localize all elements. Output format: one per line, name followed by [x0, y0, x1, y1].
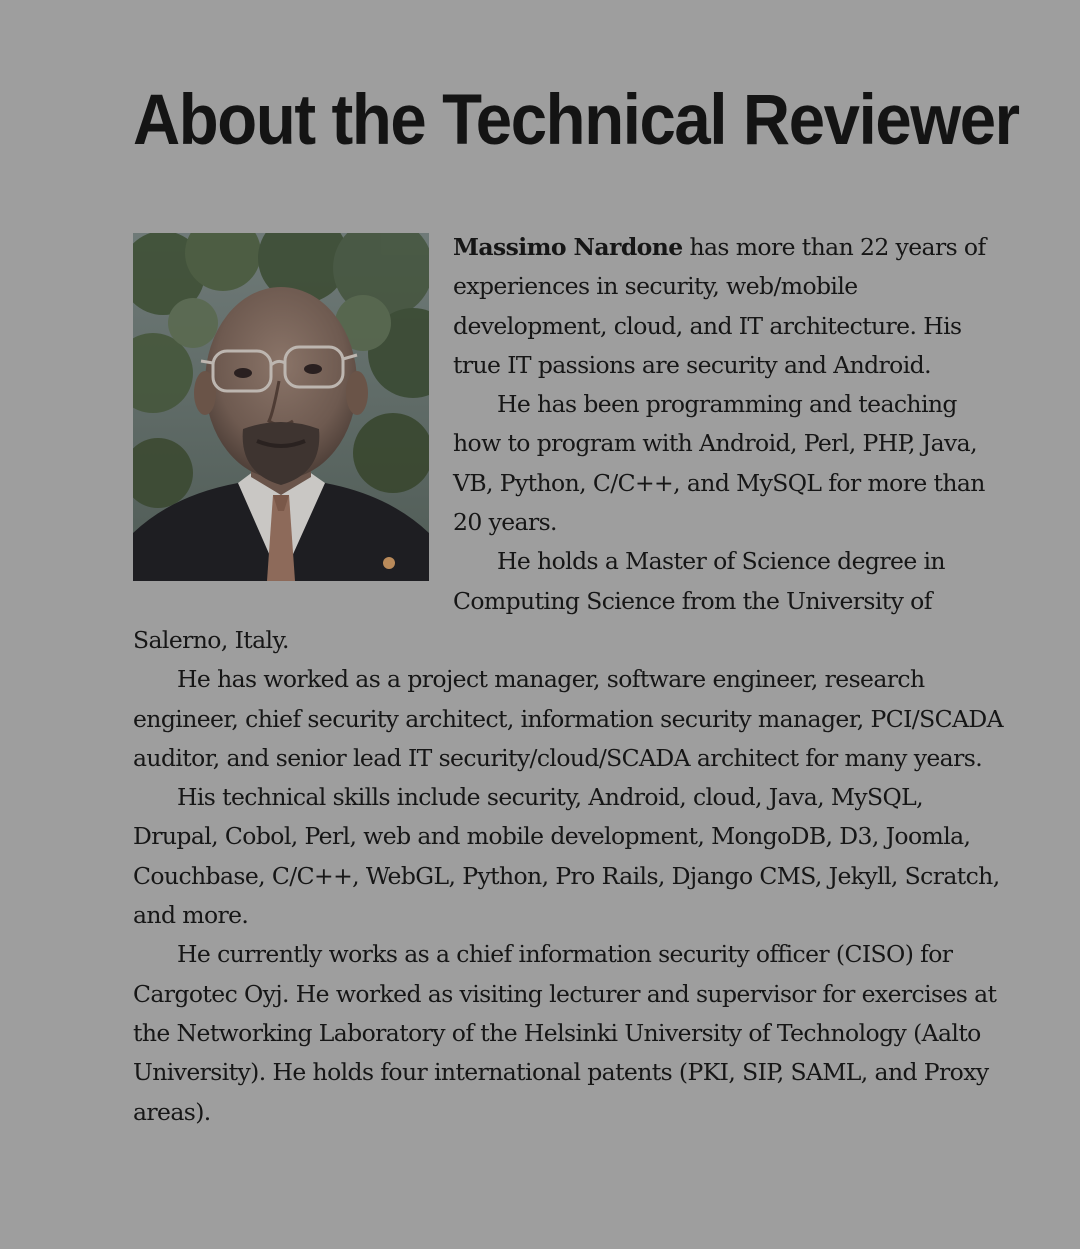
bio-paragraph-2: He has been programming and teaching how to program with Android, Perl, PHP, Java, VB, Python, C/C++, and MySQL for more than 20 years. — [453, 390, 985, 537]
reviewer-name: Massimo Nardone — [453, 233, 683, 261]
bio-paragraph-3: He holds a Master of Science degree in Computing Science from the University of Salerno, Italy. — [133, 547, 945, 654]
bio-paragraph-6: He currently works as a chief information security officer (CISO) for Cargotec Oyj. He worked as visiting lecturer and supervisor for exercises at the Networking Laboratory of the Helsinki University of Technology (Aalto University). He holds four international patents (PKI, SIP, SAML, and Proxy areas). — [133, 940, 997, 1126]
reviewer-portrait-photo — [133, 233, 429, 581]
bio-paragraph-5: His technical skills include security, Android, cloud, Java, MySQL, Drupal, Cobol, Perl, web and mobile development, MongoDB, D3, Joomla, Couchbase, C/C++, WebGL, Python, Pro Rails, Django CMS, Jekyll, Scratch, and more. — [133, 783, 1000, 930]
bio-paragraph-4: He has worked as a project manager, software engineer, research engineer, chief security architect, information security manager, PCI/SCADA auditor, and senior lead IT security/cloud/SCADA architect for many years. — [133, 665, 1003, 772]
bio-paragraph-1-text: has more than 22 years of experiences in security, web/mobile development, cloud, and IT architecture. His true IT passions are security and Android. — [453, 233, 986, 379]
page-title: About the Technical Reviewer — [133, 81, 1019, 160]
portrait-illustration — [133, 233, 429, 581]
bio-text — [133, 228, 1003, 1132]
